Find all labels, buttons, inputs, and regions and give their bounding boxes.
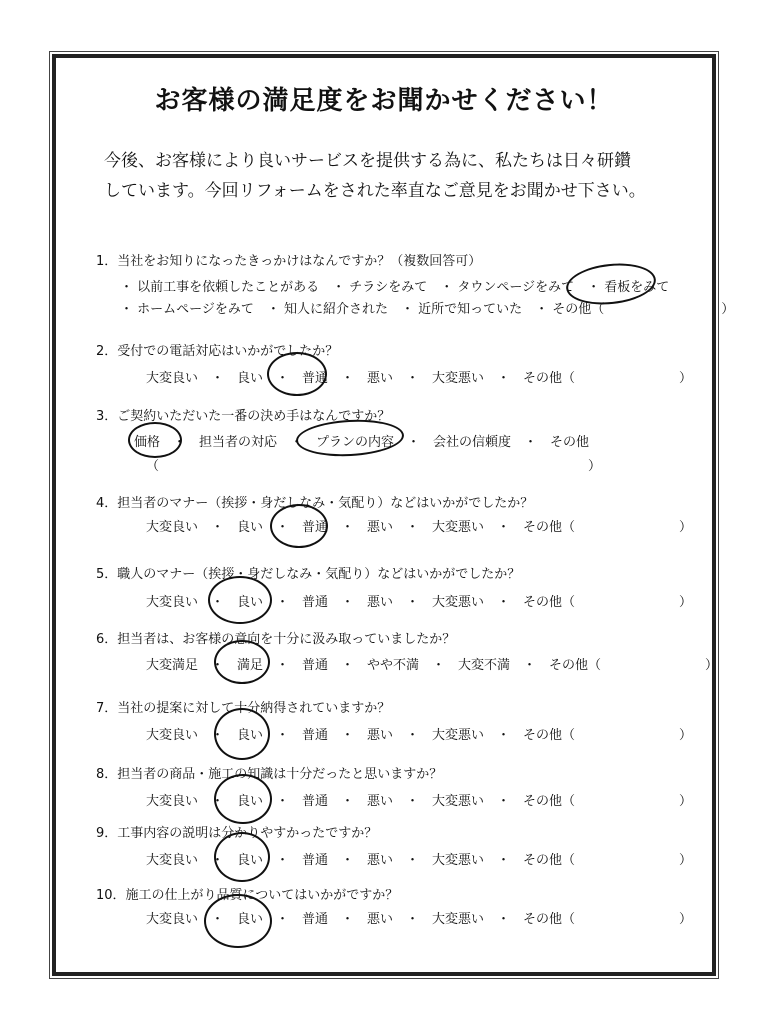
answer-circle-q10	[204, 894, 272, 948]
question-7-options: 大変良い ・ 良い ・ 普通 ・ 悪い ・ 大変悪い ・ その他（ ）	[146, 728, 693, 743]
intro-line-1: 今後、お客様により良いサービスを提供する為に、私たちは日々研鑽	[104, 151, 631, 171]
question-8: 8．担当者の商品・施工の知識は十分だったと思いますか？	[96, 767, 443, 782]
question-10: 10．施工の仕上がり品質についてはいかがですか？	[96, 888, 399, 903]
question-4-options: 大変良い ・ 良い ・ 普通 ・ 悪い ・ 大変悪い ・ その他（ ）	[146, 520, 693, 535]
question-5-options: 大変良い ・ 良い ・ 普通 ・ 悪い ・ 大変悪い ・ その他（ ）	[146, 595, 693, 610]
question-3-other-blank: （ ）	[146, 459, 602, 474]
question-2: 2．受付での電話対応はいかがでしたか？	[96, 344, 339, 359]
question-4: 4．担当者のマナー（挨拶・身だしなみ・気配り）などはいかがでしたか？	[96, 496, 534, 511]
question-7: 7．当社の提案に対して十分納得されていますか？	[96, 701, 391, 716]
question-9: 9．工事内容の説明は分かりやすかったですか？	[96, 826, 378, 841]
question-3-options: 価格 ・ 担当者の対応 ・ プランの内容 ・ 会社の信頼度 ・ その他	[134, 435, 590, 450]
question-6-options: 大変満足 ・ 満足 ・ 普通 ・ やや不満 ・ 大変不満 ・ その他（ ）	[146, 658, 719, 673]
intro-line-2: しています。今回リフォームをされた率直なご意見をお聞かせ下さい。	[104, 181, 646, 201]
answer-circle-q2	[267, 352, 327, 396]
question-9-options: 大変良い ・ 良い ・ 普通 ・ 悪い ・ 大変悪い ・ その他（ ）	[146, 853, 693, 868]
answer-circle-q4	[270, 504, 328, 548]
question-1-options-1: ・ 以前工事を依頼したことがある ・ チラシをみて ・ タウンページをみて ・ 看板をみて	[120, 280, 670, 295]
answer-circle-q8	[214, 774, 272, 824]
question-10-options: 大変良い ・ 良い ・ 普通 ・ 悪い ・ 大変悪い ・ その他（ ）	[146, 912, 693, 927]
answer-circle-q9	[214, 832, 270, 882]
question-8-options: 大変良い ・ 良い ・ 普通 ・ 悪い ・ 大変悪い ・ その他（ ）	[146, 794, 693, 809]
answer-circle-q7	[214, 708, 270, 760]
question-6: 6．担当者は、お客様の意向を十分に汲み取っていましたか？	[96, 632, 456, 647]
question-1: 1．当社をお知りになったきっかけはなんですか？（複数回答可）	[96, 254, 482, 269]
question-2-options: 大変良い ・ 良い ・ 普通 ・ 悪い ・ 大変悪い ・ その他（ ）	[146, 371, 693, 386]
question-1-options-2: ・ ホームページをみて ・ 知人に紹介された ・ 近所で知っていた ・ その他（ ）	[120, 302, 735, 317]
answer-circle-q6	[214, 640, 270, 684]
question-5: 5．職人のマナー（挨拶・身だしなみ・気配り）などはいかがでしたか？	[96, 567, 521, 582]
question-3: 3．ご契約いただいた一番の決め手はなんですか？	[96, 409, 391, 424]
answer-circle-q3-price	[128, 422, 182, 458]
answer-circle-q5	[208, 576, 272, 624]
page-title: お客様の満足度をお聞かせください！	[154, 86, 614, 116]
